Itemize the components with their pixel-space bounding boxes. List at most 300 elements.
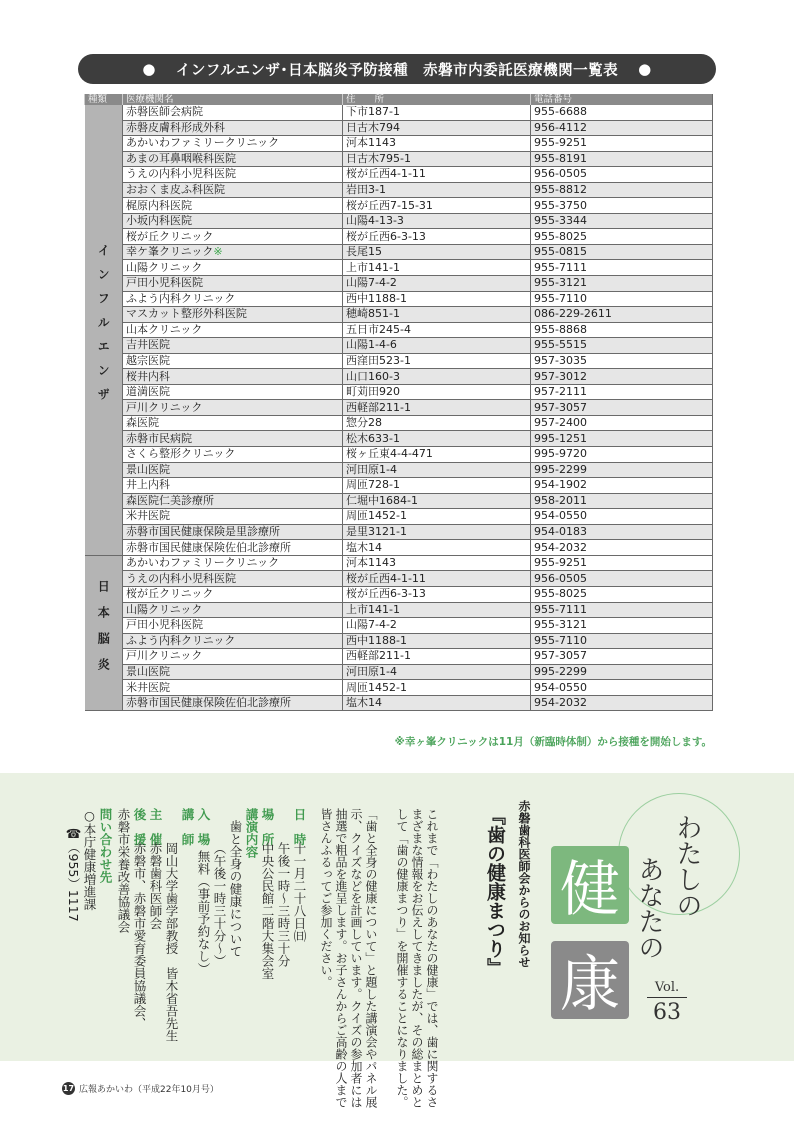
- cell-address: [343, 338, 531, 354]
- cell-phone: [531, 198, 713, 214]
- cell-phone-text: 957-3057: [534, 400, 587, 414]
- cell-phone-text: 957-3057: [534, 649, 587, 663]
- cell-address: [343, 649, 531, 665]
- cell-address: [343, 571, 531, 587]
- cell-phone-text: 955-0815: [534, 245, 587, 259]
- cell-name: [123, 602, 343, 618]
- medical-institutions-table: [84, 94, 713, 711]
- cell-phone: [531, 105, 713, 120]
- vol-text: Vol.: [654, 980, 680, 995]
- cell-phone-text: 955-7110: [534, 633, 587, 647]
- support-value-1: 赤磐市、赤磐市愛育委員協議会、: [132, 842, 147, 1030]
- table-row: [85, 369, 713, 385]
- cell-address-text: 西軽部211-1: [346, 649, 411, 663]
- cell-phone: [531, 540, 713, 556]
- admission-label: 入 場: [196, 808, 211, 846]
- header-type: 種類: [85, 94, 123, 105]
- cell-name: [123, 586, 343, 602]
- cell-name-text: ふよう内科クリニック: [126, 291, 236, 305]
- table-row: [85, 213, 713, 229]
- cell-name: [123, 136, 343, 152]
- table-row: [85, 649, 713, 665]
- cell-phone: [531, 338, 713, 354]
- cell-name-text: さくら整形クリニック: [126, 447, 236, 461]
- cell-name: [123, 524, 343, 540]
- cell-name: [123, 369, 343, 385]
- cell-address-text: 河本1143: [346, 556, 396, 570]
- cell-phone: [531, 276, 713, 292]
- table-row: [85, 618, 713, 634]
- table-row: [85, 478, 713, 494]
- lecture-time: （午後一時三十分～）: [212, 842, 227, 967]
- cell-name: [123, 167, 343, 183]
- contact-value: ○本庁健康増進課: [82, 808, 97, 911]
- bullet-icon: ●: [638, 60, 652, 78]
- cell-address: [343, 478, 531, 494]
- cell-phone: [531, 291, 713, 307]
- cell-phone: [531, 136, 713, 152]
- cell-address-text: 町苅田920: [346, 385, 400, 399]
- cell-address-text: 周匝728-1: [346, 478, 400, 492]
- cell-name-text: 森医院仁美診療所: [126, 493, 214, 507]
- cell-name-text: おおくま皮ふ科医院: [126, 183, 225, 196]
- cell-name: [123, 493, 343, 509]
- category-cell: [85, 555, 123, 710]
- cell-address-text: 桜が丘西6-3-13: [346, 229, 426, 243]
- cell-phone: [531, 478, 713, 494]
- table-row: [85, 493, 713, 509]
- cell-phone: [531, 213, 713, 229]
- cell-name-text: 赤磐市国民健康保険佐伯北診療所: [126, 696, 291, 710]
- table-row: [85, 633, 713, 649]
- cell-name: [123, 213, 343, 229]
- cell-phone: [531, 571, 713, 587]
- cell-name-text: ふよう内科クリニック: [126, 633, 236, 647]
- cell-address: [343, 555, 531, 571]
- notice-from: 赤磐歯科医師会からのお知らせ: [517, 800, 531, 968]
- cell-phone-text: 086-229-2611: [534, 307, 612, 321]
- lecture-value: 歯と全身の健康について: [228, 820, 243, 958]
- cell-phone-text: 955-3750: [534, 198, 587, 212]
- cell-address: [343, 151, 531, 167]
- cell-name: [123, 478, 343, 494]
- table-row: [85, 244, 713, 260]
- cell-address-text: 下市187-1: [346, 105, 400, 119]
- cell-name-text: 越宗医院: [126, 354, 170, 368]
- cell-address: [343, 276, 531, 292]
- logo-text-watashi: わたしの: [672, 814, 702, 918]
- cell-phone-text: 955-7111: [534, 260, 587, 274]
- table-row: [85, 400, 713, 416]
- host-label: 主 催: [148, 808, 163, 846]
- cell-name-text: 赤磐皮膚科形成外科: [126, 120, 225, 134]
- cell-phone: [531, 182, 713, 198]
- table-row: [85, 540, 713, 556]
- cell-phone: [531, 415, 713, 431]
- cell-phone: [531, 493, 713, 509]
- table-row: [85, 462, 713, 478]
- table-row: [85, 260, 713, 276]
- cell-name: [123, 633, 343, 649]
- table-row: [85, 105, 713, 120]
- cell-address: [343, 244, 531, 260]
- cell-address-text: 桜が丘西7-15-31: [346, 198, 433, 212]
- cell-address-text: 桜が丘西6-3-13: [346, 587, 426, 601]
- cell-address-text: 河田原1-4: [346, 664, 397, 678]
- cell-phone-text: 955-3344: [534, 214, 587, 228]
- cell-phone: [531, 633, 713, 649]
- cell-name-text: 山陽クリニック: [126, 260, 203, 274]
- cell-name-text: 赤磐市民病院: [126, 431, 192, 445]
- admission-value: 無料（事前予約なし）: [196, 850, 211, 975]
- contact-label: 問い合わせ先: [98, 808, 113, 883]
- cell-phone-text: 954-0183: [534, 525, 587, 539]
- logo-char-kou: 康: [551, 941, 629, 1019]
- cell-name-text: 森医院: [126, 416, 159, 430]
- cell-name: [123, 353, 343, 369]
- cell-address-text: 桜が丘西4-1-11: [346, 167, 426, 181]
- cell-phone-text: 954-2032: [534, 540, 587, 554]
- cell-address: [343, 415, 531, 431]
- cell-name: [123, 618, 343, 634]
- cell-address-text: 西軽部211-1: [346, 400, 411, 414]
- cell-name-text: 梶原内科医院: [126, 198, 192, 212]
- cell-phone-text: 954-0550: [534, 509, 587, 523]
- cell-address-text: 上市141-1: [346, 602, 400, 616]
- table-row: [85, 602, 713, 618]
- cell-address: [343, 229, 531, 245]
- cell-phone: [531, 431, 713, 447]
- section-banner: [78, 54, 716, 84]
- table-row: [85, 136, 713, 152]
- cell-address: [343, 540, 531, 556]
- table-header-row: [85, 94, 713, 105]
- cell-name-text: 赤磐医師会病院: [126, 105, 203, 119]
- cell-name: [123, 415, 343, 431]
- cell-phone: [531, 618, 713, 634]
- lecturer-label: 講 師: [180, 808, 195, 846]
- page-number: 17: [62, 1084, 75, 1093]
- cell-name: [123, 151, 343, 167]
- footnote-mark: ※: [213, 245, 223, 259]
- cell-name-text: 吉井医院: [126, 338, 170, 352]
- cell-phone-text: 995-2299: [534, 664, 587, 678]
- support-value-2: 赤磐市栄養改善協議会: [116, 808, 131, 933]
- time-value: 午後一時～三時三十分: [276, 842, 291, 967]
- cell-phone: [531, 307, 713, 323]
- cell-address: [343, 182, 531, 198]
- table-row: [85, 276, 713, 292]
- cell-address: [343, 664, 531, 680]
- cell-address-text: 桜が丘西4-1-11: [346, 571, 426, 585]
- logo-text-anata: あなたの: [634, 856, 664, 960]
- cell-address: [343, 586, 531, 602]
- cell-phone: [531, 322, 713, 338]
- cell-address-text: 穂崎851-1: [346, 307, 400, 321]
- cell-name-text: 山陽クリニック: [126, 602, 203, 616]
- cell-phone-text: 955-5515: [534, 338, 587, 352]
- cell-address-text: 仁堀中1684-1: [346, 493, 418, 507]
- table-body: [85, 105, 713, 711]
- cell-name: [123, 680, 343, 696]
- cell-phone-text: 955-7111: [534, 602, 587, 616]
- cell-address-text: 日古木795-1: [346, 151, 411, 165]
- cell-address-text: 上市141-1: [346, 260, 400, 274]
- cell-name: [123, 462, 343, 478]
- cell-name: [123, 509, 343, 525]
- cell-address-text: 惣分28: [346, 416, 382, 430]
- cell-name-text: 桜が丘クリニック: [126, 587, 214, 601]
- cell-phone: [531, 229, 713, 245]
- cell-name: [123, 229, 343, 245]
- cell-address: [343, 695, 531, 711]
- cell-phone-text: 957-2111: [534, 385, 587, 399]
- cell-address: [343, 213, 531, 229]
- cell-name: [123, 447, 343, 463]
- cell-name-text: マスカット整形外科医院: [126, 307, 247, 321]
- table-row: [85, 447, 713, 463]
- cell-address: [343, 400, 531, 416]
- cell-phone: [531, 120, 713, 136]
- footer-text: 広報あかいわ（平成22年10月号）: [79, 1085, 219, 1095]
- cell-phone: [531, 151, 713, 167]
- bullet-icon: ●: [142, 60, 156, 78]
- cell-name-text: 戸川クリニック: [126, 649, 203, 663]
- table-row: [85, 307, 713, 323]
- cell-name: [123, 182, 343, 198]
- cell-address: [343, 307, 531, 323]
- cell-phone: [531, 602, 713, 618]
- table-row: [85, 680, 713, 696]
- cell-phone-text: 955-3121: [534, 276, 587, 290]
- cell-address: [343, 509, 531, 525]
- cell-name: [123, 276, 343, 292]
- vol-number: 63: [647, 997, 687, 1025]
- table-row: [85, 555, 713, 571]
- support-label: 後 援: [132, 808, 147, 846]
- table-row: [85, 415, 713, 431]
- cell-name-text: あかいわファミリークリニック: [126, 556, 280, 570]
- cell-address-text: 塩木14: [346, 540, 382, 554]
- cell-address: [343, 120, 531, 136]
- cell-phone: [531, 586, 713, 602]
- cell-address-text: 山陽7-4-2: [346, 618, 397, 632]
- cell-address-text: 河本1143: [346, 136, 396, 150]
- cell-name: [123, 555, 343, 571]
- cell-address: [343, 198, 531, 214]
- cell-phone: [531, 369, 713, 385]
- cell-phone-text: 954-2032: [534, 696, 587, 710]
- cell-name: [123, 120, 343, 136]
- cell-address: [343, 105, 531, 120]
- cell-address-text: 岩田3-1: [346, 183, 386, 196]
- cell-phone-text: 958-2011: [534, 493, 587, 507]
- cell-address-text: 西中1188-1: [346, 291, 407, 305]
- cell-name-text: 赤磐市国民健康保険是里診療所: [126, 525, 280, 539]
- cell-phone-text: 954-1902: [534, 478, 587, 492]
- cell-phone: [531, 447, 713, 463]
- cell-phone-text: 957-3012: [534, 369, 587, 383]
- cell-address: [343, 447, 531, 463]
- cell-address-text: 山陽7-4-2: [346, 276, 397, 290]
- cell-phone: [531, 680, 713, 696]
- cell-address-text: 五日市245-4: [346, 322, 411, 336]
- cell-name-text: 桜井内科: [126, 369, 170, 383]
- cell-name: [123, 105, 343, 120]
- volume-label: [647, 980, 687, 1025]
- cell-address: [343, 680, 531, 696]
- cell-phone-text: 955-8191: [534, 151, 587, 165]
- cell-phone-text: 955-6688: [534, 105, 587, 119]
- table-row: [85, 322, 713, 338]
- category-label: 日本脳炎: [96, 579, 111, 684]
- table-row: [85, 509, 713, 525]
- table-row: [85, 431, 713, 447]
- cell-address-text: 是里3121-1: [346, 525, 407, 539]
- cell-name-text: 戸川クリニック: [126, 400, 203, 414]
- table-row: [85, 229, 713, 245]
- cell-phone-text: 995-2299: [534, 462, 587, 476]
- cell-phone: [531, 400, 713, 416]
- cell-phone-text: 955-8868: [534, 322, 587, 336]
- cell-address: [343, 136, 531, 152]
- banner-title: インフルエンザ･日本脳炎予防接種 赤磐市内委託医療機関一覧表: [175, 62, 619, 79]
- cell-address: [343, 353, 531, 369]
- cell-address: [343, 462, 531, 478]
- cell-name: [123, 664, 343, 680]
- table-row: [85, 695, 713, 711]
- cell-address: [343, 493, 531, 509]
- cell-phone-text: 957-3035: [534, 354, 587, 368]
- cell-name-text: 米井医院: [126, 509, 170, 523]
- page-footer: [62, 1082, 219, 1095]
- cell-name-text: 桜が丘クリニック: [126, 229, 214, 243]
- cell-name: [123, 198, 343, 214]
- cell-name-text: うえの内科小児科医院: [126, 571, 236, 585]
- header-phone: 電話番号: [531, 94, 713, 105]
- program-paragraph: 「歯と全身の健康について」と題した講演会やパネル展示、クイズなどを計画しています。クイズの参加者には抽選で粗品を進呈します。お子さんからご高齢の人まで皆さんふるってご参加ください。: [319, 808, 378, 1108]
- cell-address-text: 長尾15: [346, 245, 382, 259]
- cell-phone-text: 995-9720: [534, 447, 587, 461]
- cell-name: [123, 400, 343, 416]
- table-row: [85, 338, 713, 354]
- cell-address: [343, 291, 531, 307]
- cell-phone-text: 954-0550: [534, 680, 587, 694]
- category-cell: [85, 105, 123, 555]
- table-row: [85, 182, 713, 198]
- cell-name-text: 景山医院: [126, 462, 170, 476]
- cell-name-text: 井上内科: [126, 478, 170, 492]
- cell-phone-text: 995-1251: [534, 431, 587, 445]
- cell-address-text: 河田原1-4: [346, 462, 397, 476]
- cell-phone: [531, 695, 713, 711]
- cell-address: [343, 322, 531, 338]
- cell-name-text: あまの耳鼻咽喉科医院: [126, 151, 236, 165]
- cell-phone: [531, 244, 713, 260]
- cell-address-text: 塩木14: [346, 696, 382, 710]
- cell-phone: [531, 524, 713, 540]
- cell-address: [343, 618, 531, 634]
- cell-phone-text: 956-0505: [534, 571, 587, 585]
- cell-phone: [531, 384, 713, 400]
- cell-address-text: 山陽4-13-3: [346, 214, 404, 228]
- cell-phone-text: 955-3121: [534, 618, 587, 632]
- cell-phone: [531, 260, 713, 276]
- cell-name: [123, 291, 343, 307]
- header-address: 住 所: [343, 94, 531, 105]
- lecturer-value: 岡山大学歯学部教授 皆木省吾先生: [164, 842, 179, 1042]
- table-row: [85, 524, 713, 540]
- table-row: [85, 571, 713, 587]
- cell-phone-text: 955-8025: [534, 229, 587, 243]
- cell-name: [123, 307, 343, 323]
- cell-phone: [531, 555, 713, 571]
- event-title: 『歯の健康まつり』: [484, 806, 506, 977]
- cell-phone: [531, 509, 713, 525]
- cell-name-text: 山本クリニック: [126, 322, 203, 336]
- cell-name-text: 道満医院: [126, 385, 170, 399]
- cell-phone-text: 957-2400: [534, 416, 587, 430]
- cell-address-text: 西中1188-1: [346, 633, 407, 647]
- cell-name-text: うえの内科小児科医院: [126, 167, 236, 181]
- cell-address: [343, 602, 531, 618]
- cell-phone-text: 955-9251: [534, 556, 587, 570]
- cell-phone-text: 956-4112: [534, 120, 587, 134]
- cell-name: [123, 695, 343, 711]
- table-row: [85, 664, 713, 680]
- cell-address-text: 山口160-3: [346, 369, 400, 383]
- table-row: [85, 167, 713, 183]
- cell-address-text: 山陽1-4-6: [346, 338, 397, 352]
- cell-address: [343, 633, 531, 649]
- cell-phone-text: 956-0505: [534, 167, 587, 181]
- cell-address-text: 松木633-1: [346, 431, 400, 445]
- cell-name-text: 米井医院: [126, 680, 170, 694]
- cell-phone: [531, 167, 713, 183]
- table-row: [85, 151, 713, 167]
- footnote: ※幸ヶ峯クリニックは11月（新臨時体制）から接種を開始します。: [394, 736, 712, 748]
- cell-address: [343, 260, 531, 276]
- cell-name: [123, 244, 343, 260]
- cell-name: [123, 540, 343, 556]
- cell-phone: [531, 664, 713, 680]
- cell-name: [123, 322, 343, 338]
- logo-char-ken: 健: [551, 846, 629, 924]
- cell-address-text: 西窪田523-1: [346, 354, 411, 368]
- cell-phone-text: 955-8025: [534, 587, 587, 601]
- contact-phone: ☎（955）1117: [66, 826, 81, 922]
- cell-address: [343, 431, 531, 447]
- date-value: 十一月二十八日㈰: [292, 842, 307, 942]
- cell-name-text: 幸ケ峯クリニック: [126, 245, 214, 259]
- table-row: [85, 291, 713, 307]
- cell-name: [123, 338, 343, 354]
- cell-name-text: 赤磐市国民健康保険佐伯北診療所: [126, 540, 291, 554]
- cell-address-text: 周匝1452-1: [346, 509, 407, 523]
- cell-name-text: 小坂内科医院: [126, 214, 192, 228]
- cell-address: [343, 384, 531, 400]
- date-label: 日 時: [292, 808, 307, 846]
- cell-phone-text: 955-7110: [534, 291, 587, 305]
- cell-name: [123, 571, 343, 587]
- cell-name-text: 景山医院: [126, 664, 170, 678]
- cell-name: [123, 431, 343, 447]
- cell-phone: [531, 353, 713, 369]
- cell-name-text: あかいわファミリークリニック: [126, 136, 280, 150]
- cell-address: [343, 524, 531, 540]
- table-row: [85, 384, 713, 400]
- table-row: [85, 198, 713, 214]
